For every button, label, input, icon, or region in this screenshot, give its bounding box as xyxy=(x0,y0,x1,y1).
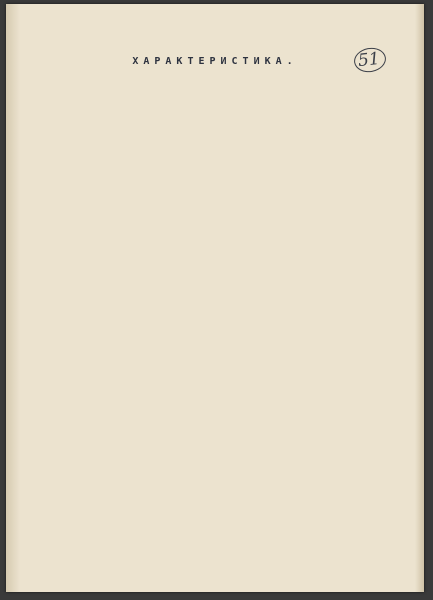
document-title: ХАРАКТЕРИСТИКА. xyxy=(132,56,298,67)
document-body xyxy=(38,84,398,572)
handwritten-page-number: 51 xyxy=(357,48,381,72)
page-right-edge xyxy=(415,4,424,592)
document-page xyxy=(6,4,424,592)
page-left-edge xyxy=(6,4,20,592)
